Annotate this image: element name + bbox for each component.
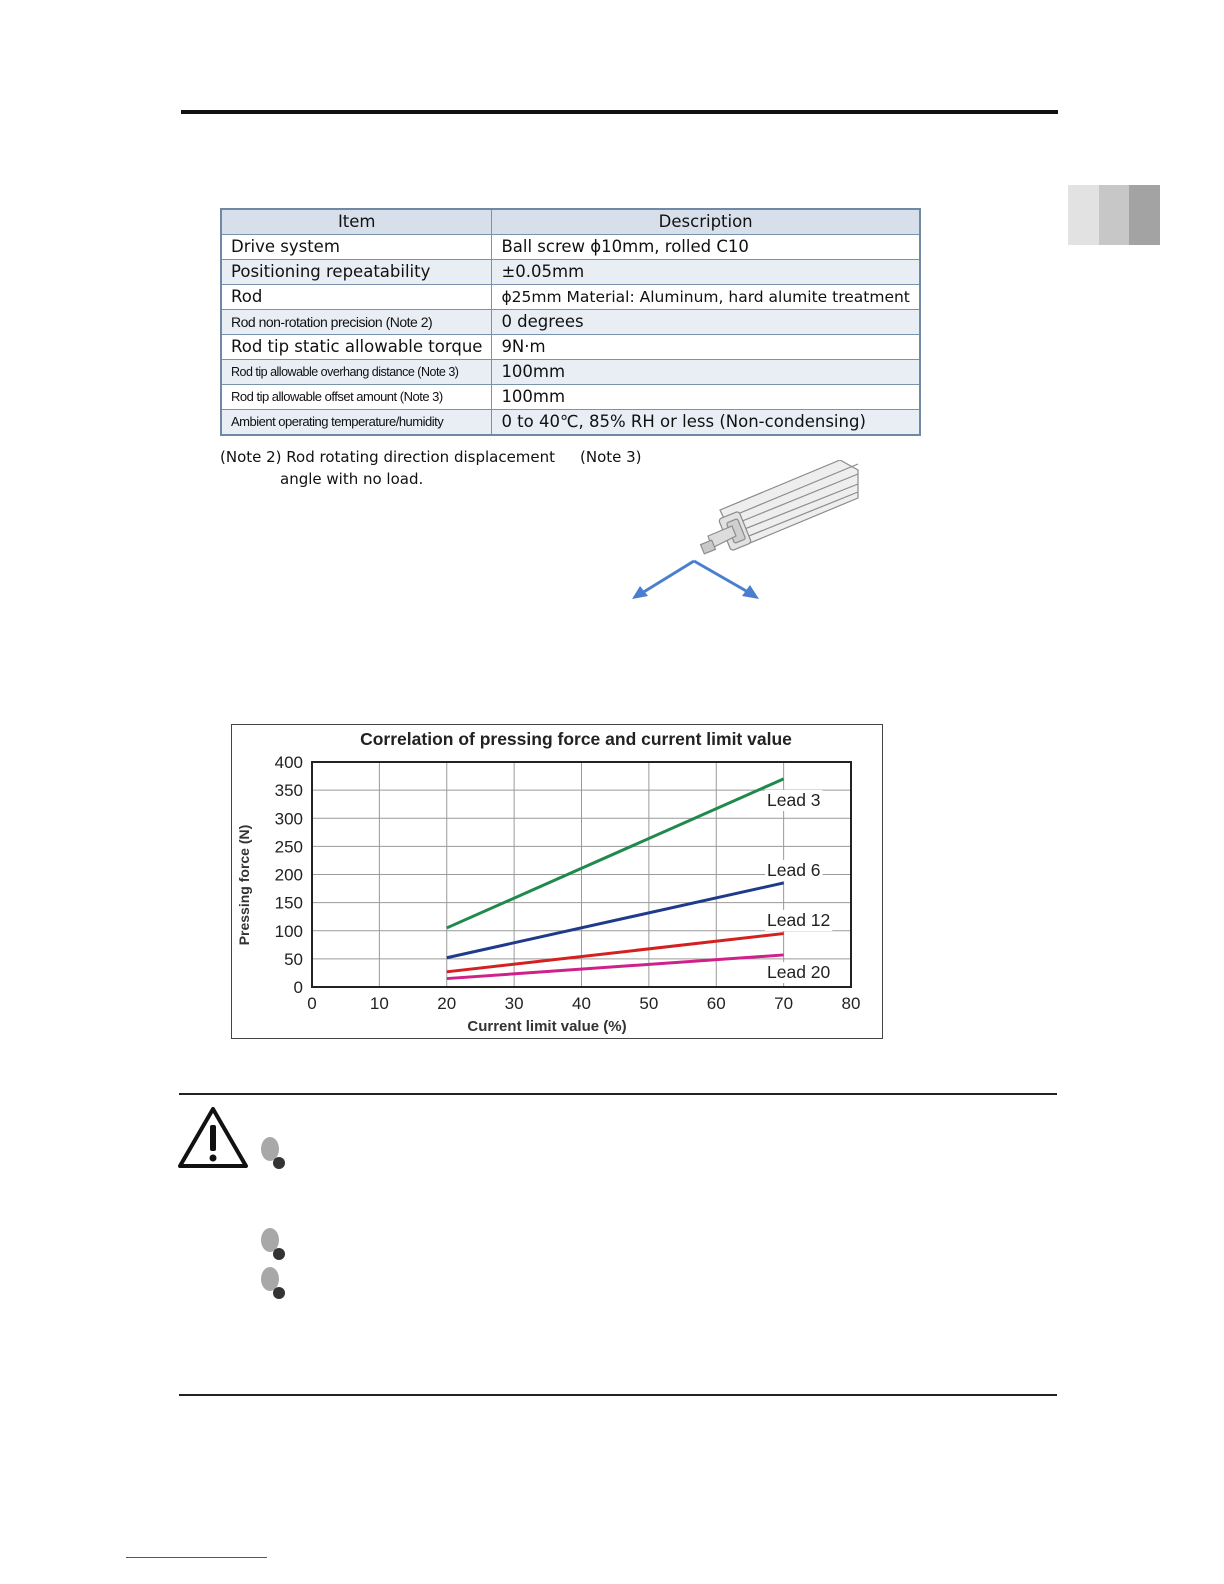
x-tick-label: 40 (572, 994, 591, 1013)
table-row (221, 285, 920, 310)
y-tick-label: 50 (284, 949, 303, 969)
deflection-arrows (632, 561, 759, 599)
x-tick-label: 0 (307, 994, 317, 1013)
note-2-line-2: angle with no load. (280, 470, 424, 488)
table-row (221, 260, 920, 285)
row-item: Positioning repeatability (221, 260, 492, 285)
table-row (221, 360, 920, 385)
pressing-force-chart (231, 724, 883, 1039)
tab-segment-light (1068, 185, 1099, 245)
y-tick-label: 250 (274, 837, 303, 857)
series-line-lead-6 (447, 883, 784, 958)
row-description: 0 to 40℃, 85% RH or less (Non-condensing) (492, 410, 920, 436)
y-tick-label: 350 (274, 781, 303, 801)
actuator-body (701, 460, 858, 554)
y-axis-label: Pressing force (N) (236, 824, 252, 946)
x-tick-label: 50 (639, 994, 659, 1013)
spec-table-header (221, 209, 920, 235)
row-item: Rod non-rotation precision (Note 2) (221, 310, 492, 335)
tab-segment-dark (1129, 185, 1160, 245)
header-item: Item (221, 209, 492, 235)
table-row (221, 385, 920, 410)
row-item: Rod tip allowable overhang distance (Note 3) (221, 360, 492, 385)
table-row (221, 235, 920, 260)
caution-bottom-rule (179, 1394, 1057, 1396)
footprint-bullet-icon (258, 1226, 290, 1262)
actuator-illustration (620, 460, 870, 605)
caution-top-rule (179, 1093, 1057, 1095)
x-axis-label: Current limit value (%) (467, 1018, 627, 1035)
row-description: ±0.05mm (492, 260, 920, 285)
header-description: Description (492, 209, 920, 235)
chart-title: Correlation of pressing force and current limit value (360, 729, 792, 749)
row-item: Drive system (221, 235, 492, 260)
chart-series (447, 779, 833, 983)
table-row (221, 410, 920, 436)
footprint-bullet-icon (258, 1265, 290, 1301)
row-item: Rod (221, 285, 492, 310)
row-description: Ball screw ϕ10mm, rolled C10 (492, 235, 920, 260)
x-tick-label: 80 (841, 994, 861, 1013)
y-tick-label: 300 (274, 809, 303, 829)
x-tick-label: 60 (706, 994, 726, 1013)
table-row (221, 335, 920, 360)
table-row (221, 310, 920, 335)
tab-segment-mid (1099, 185, 1130, 245)
series-label: Lead 20 (767, 962, 831, 982)
row-description: 100mm (492, 385, 920, 410)
y-tick-label: 400 (274, 753, 303, 772)
row-description: 100mm (492, 360, 920, 385)
spec-table (220, 208, 921, 436)
x-tick-label: 10 (369, 994, 389, 1013)
header-rule (181, 110, 1058, 114)
x-tick-label: 30 (504, 994, 524, 1013)
series-label: Lead 3 (767, 790, 821, 810)
row-description: 0 degrees (492, 310, 920, 335)
series-label: Lead 6 (767, 860, 821, 880)
note-2-line-1: (Note 2) Rod rotating direction displacement (220, 448, 556, 466)
x-tick-label: 20 (437, 994, 457, 1013)
footer-link-underline (126, 1557, 267, 1558)
y-tick-label: 150 (274, 893, 303, 913)
row-item: Rod tip allowable offset amount (Note 3) (221, 385, 492, 410)
y-tick-label: 0 (293, 978, 303, 997)
warning-triangle-icon (177, 1105, 249, 1169)
row-item: Rod tip static allowable torque (221, 335, 492, 360)
series-line-lead-3 (447, 779, 784, 928)
footprint-bullet-icon (258, 1135, 290, 1171)
y-tick-label: 100 (274, 921, 303, 941)
row-description: 9N·m (492, 335, 920, 360)
x-tick-label: 70 (774, 994, 794, 1013)
row-item: Ambient operating temperature/humidity (221, 410, 492, 436)
y-tick-label: 200 (274, 865, 303, 885)
series-label: Lead 12 (767, 910, 831, 930)
chapter-tab-marker (1068, 185, 1160, 245)
row-description: ϕ25mm Material: Aluminum, hard alumite treatment (492, 285, 920, 310)
note-3-label: (Note 3) (580, 448, 642, 466)
